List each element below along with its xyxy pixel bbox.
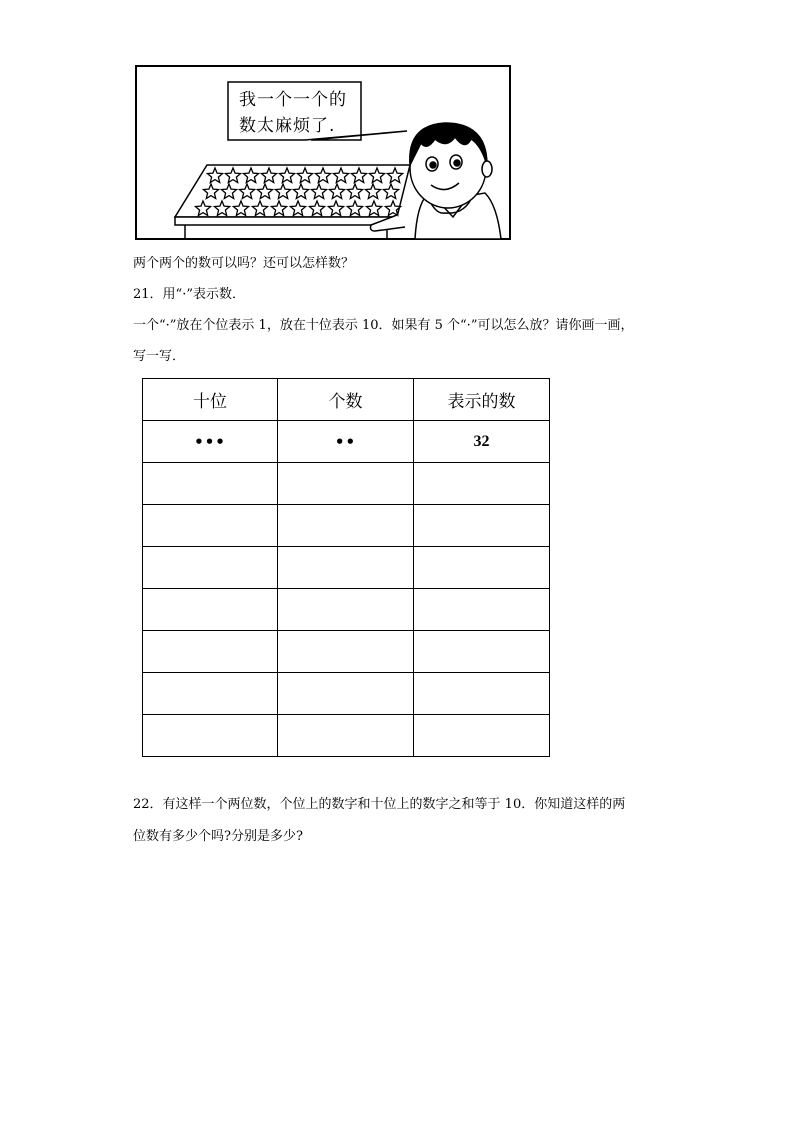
illustration-drawing (135, 65, 511, 240)
table-header-row (143, 379, 550, 421)
answer-tens-cell[interactable] (143, 547, 278, 589)
answer-tens-cell[interactable] (143, 589, 278, 631)
table-row (143, 547, 550, 589)
answer-ones-cell[interactable] (278, 547, 414, 589)
example-tens-dots: ••• (143, 421, 278, 463)
answer-value-cell[interactable] (414, 505, 550, 547)
answer-ones-cell[interactable] (278, 673, 414, 715)
header-tens: 十位 (143, 379, 278, 421)
q22-line-2: 位数有多少个吗?分别是多少? (133, 829, 303, 844)
answer-rows (143, 463, 550, 757)
answer-value-cell[interactable] (414, 547, 550, 589)
table-row (143, 505, 550, 547)
answer-ones-cell[interactable] (278, 715, 414, 757)
stars-group (195, 168, 402, 216)
q22-line-1: 22．有这样一个两位数，个位上的数字和十位上的数字之和等于 10．你知道这样的两 (133, 797, 626, 812)
answer-ones-cell[interactable] (278, 505, 414, 547)
q20-prompt: 两个两个的数可以吗？还可以怎样数？ (133, 256, 355, 271)
place-value-table (142, 378, 550, 757)
answer-tens-cell[interactable] (143, 505, 278, 547)
answer-tens-cell[interactable] (143, 463, 278, 505)
table-row (143, 463, 550, 505)
q21-title: 21．用“·”表示数． (133, 287, 245, 302)
answer-tens-cell[interactable] (143, 715, 278, 757)
table-row (143, 421, 550, 463)
table-row (143, 673, 550, 715)
answer-ones-cell[interactable] (278, 463, 414, 505)
header-value: 表示的数 (414, 379, 550, 421)
answer-tens-cell[interactable] (143, 631, 278, 673)
answer-ones-cell[interactable] (278, 589, 414, 631)
answer-value-cell[interactable] (414, 673, 550, 715)
example-ones-dots: •• (278, 421, 414, 463)
q21-instruction-line-1: 一个“·”放在个位表示 1，放在十位表示 10．如果有 5 个“·”可以怎么放？请你画一画， (133, 318, 634, 333)
table-row (143, 589, 550, 631)
table-row (143, 715, 550, 757)
answer-value-cell[interactable] (414, 715, 550, 757)
boy-counting-stars-illustration (135, 65, 511, 240)
answer-value-cell[interactable] (414, 463, 550, 505)
example-value: 32 (414, 421, 550, 463)
q21-instruction-line-2: 写一写． (133, 349, 186, 364)
table-row (143, 631, 550, 673)
speech-line-2: 数太麻烦了. (239, 116, 336, 136)
header-ones: 个数 (278, 379, 414, 421)
answer-tens-cell[interactable] (143, 673, 278, 715)
answer-value-cell[interactable] (414, 589, 550, 631)
answer-ones-cell[interactable] (278, 631, 414, 673)
answer-value-cell[interactable] (414, 631, 550, 673)
speech-line-1: 我一个一个的 (239, 90, 347, 110)
